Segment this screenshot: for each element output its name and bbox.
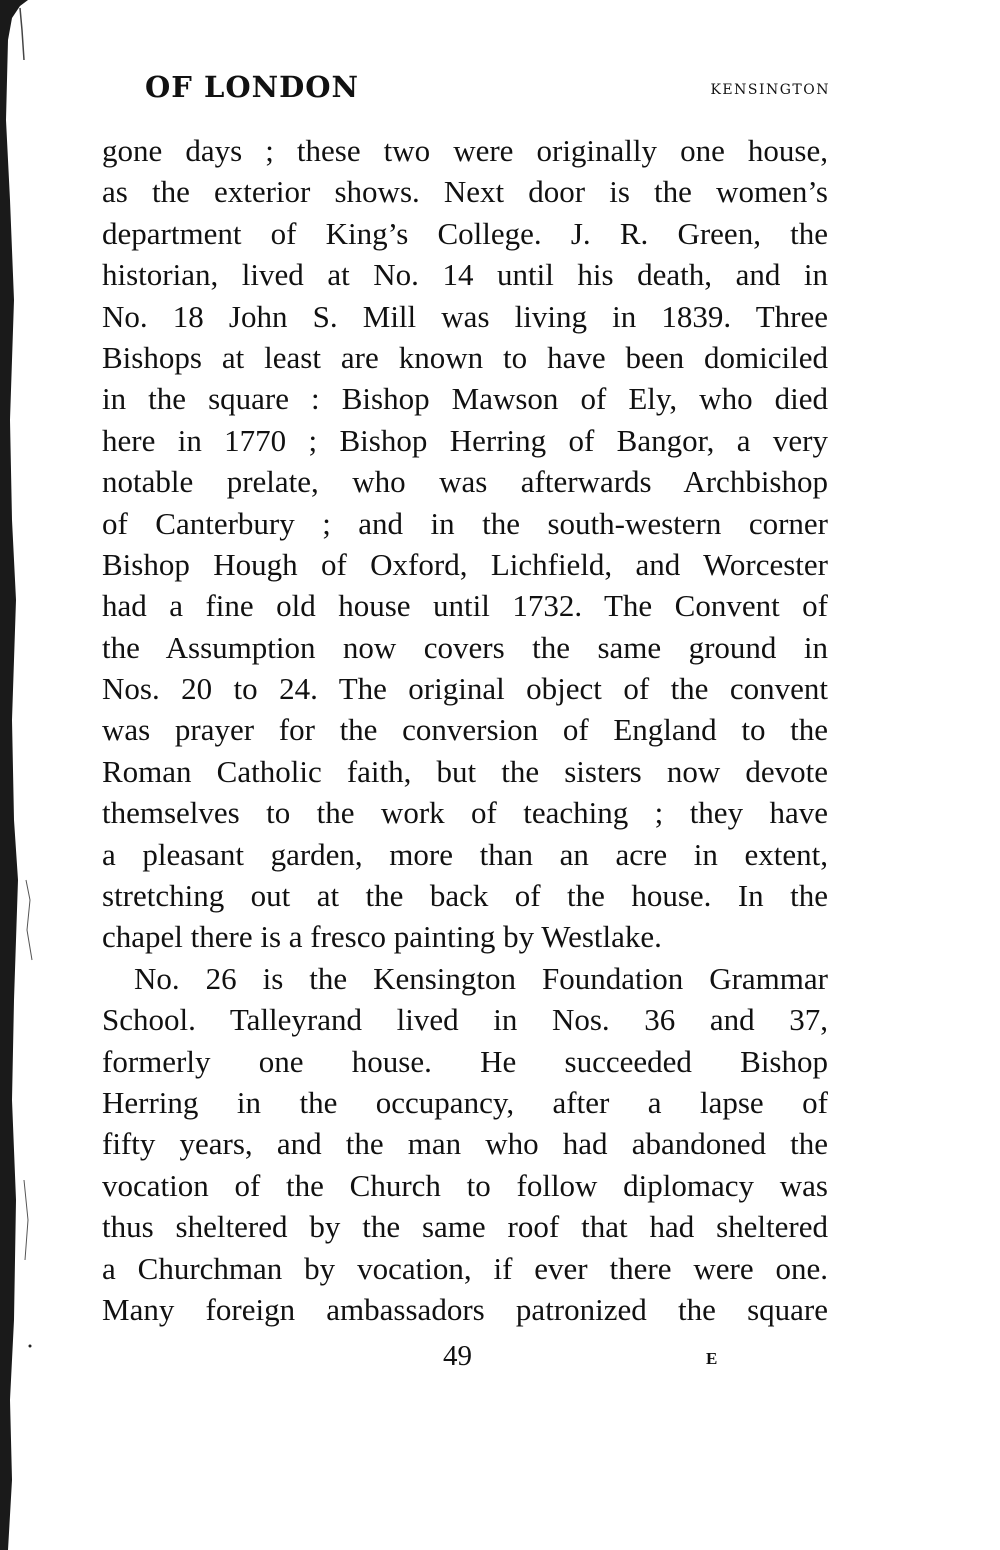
text-line: formerly one house. He succeeded Bishop (102, 1043, 828, 1079)
text-line: fifty years, and the man who had abandoned the (102, 1126, 828, 1162)
text-line: No. 26 is the Kensington Foundation Grammar (134, 960, 828, 996)
text-line: thus sheltered by the same roof that had sheltered (102, 1209, 828, 1245)
text-line: chapel there is a fresco painting by Westlake. (102, 919, 662, 955)
text-line: of Canterbury ; and in the south-western corner (102, 505, 828, 541)
text-line: School. Talleyrand lived in Nos. 36 and 37, (102, 1002, 828, 1038)
signature-mark: E (706, 1349, 718, 1368)
text-line: Herring in the occupancy, after a lapse of (102, 1084, 828, 1120)
text-line: stretching out at the back of the house. In the (102, 878, 828, 914)
text-line: in the square : Bishop Mawson of Ely, who died (102, 381, 828, 417)
text-line: the Assumption now covers the same ground in (102, 629, 828, 665)
text-line: No. 18 John S. Mill was living in 1839. Three (102, 298, 828, 334)
text-line: department of King’s College. J. R. Green, the (102, 215, 828, 251)
text-line: a pleasant garden, more than an acre in extent, (102, 836, 828, 872)
running-section: KENSINGTON (710, 82, 830, 98)
text-line: as the exterior shows. Next door is the women’s (102, 174, 828, 210)
text-line: here in 1770 ; Bishop Herring of Bangor, a very (102, 422, 828, 458)
text-line: was prayer for the conversion of England to the (102, 712, 828, 748)
page-number: 49 (443, 1340, 472, 1372)
text-line: themselves to the work of teaching ; they have (102, 795, 828, 831)
text-line: Bishops at least are known to have been domiciled (102, 339, 828, 375)
text-line: vocation of the Church to follow diplomacy was (102, 1167, 828, 1203)
text-line: Nos. 20 to 24. The original object of the convent (102, 671, 828, 707)
paragraph (102, 130, 828, 958)
paragraph (102, 958, 828, 1331)
text-line: Bishop Hough of Oxford, Lichfield, and Worcester (102, 546, 828, 582)
text-line: notable prelate, who was afterwards Archbishop (102, 464, 828, 500)
body-text (102, 130, 828, 1330)
running-title: OF LONDON (145, 70, 360, 104)
text-line: gone days ; these two were originally one house, (102, 133, 828, 168)
text-line: Roman Catholic faith, but the sisters now devote (102, 753, 828, 789)
page-binding-edge (0, 0, 40, 1550)
text-line: Many foreign ambassadors patronized the square (102, 1291, 828, 1327)
text-line: historian, lived at No. 14 until his death, and in (102, 257, 828, 293)
text-line: had a fine old house until 1732. The Convent of (102, 588, 828, 624)
text-line: a Churchman by vocation, if ever there were one. (102, 1250, 828, 1286)
